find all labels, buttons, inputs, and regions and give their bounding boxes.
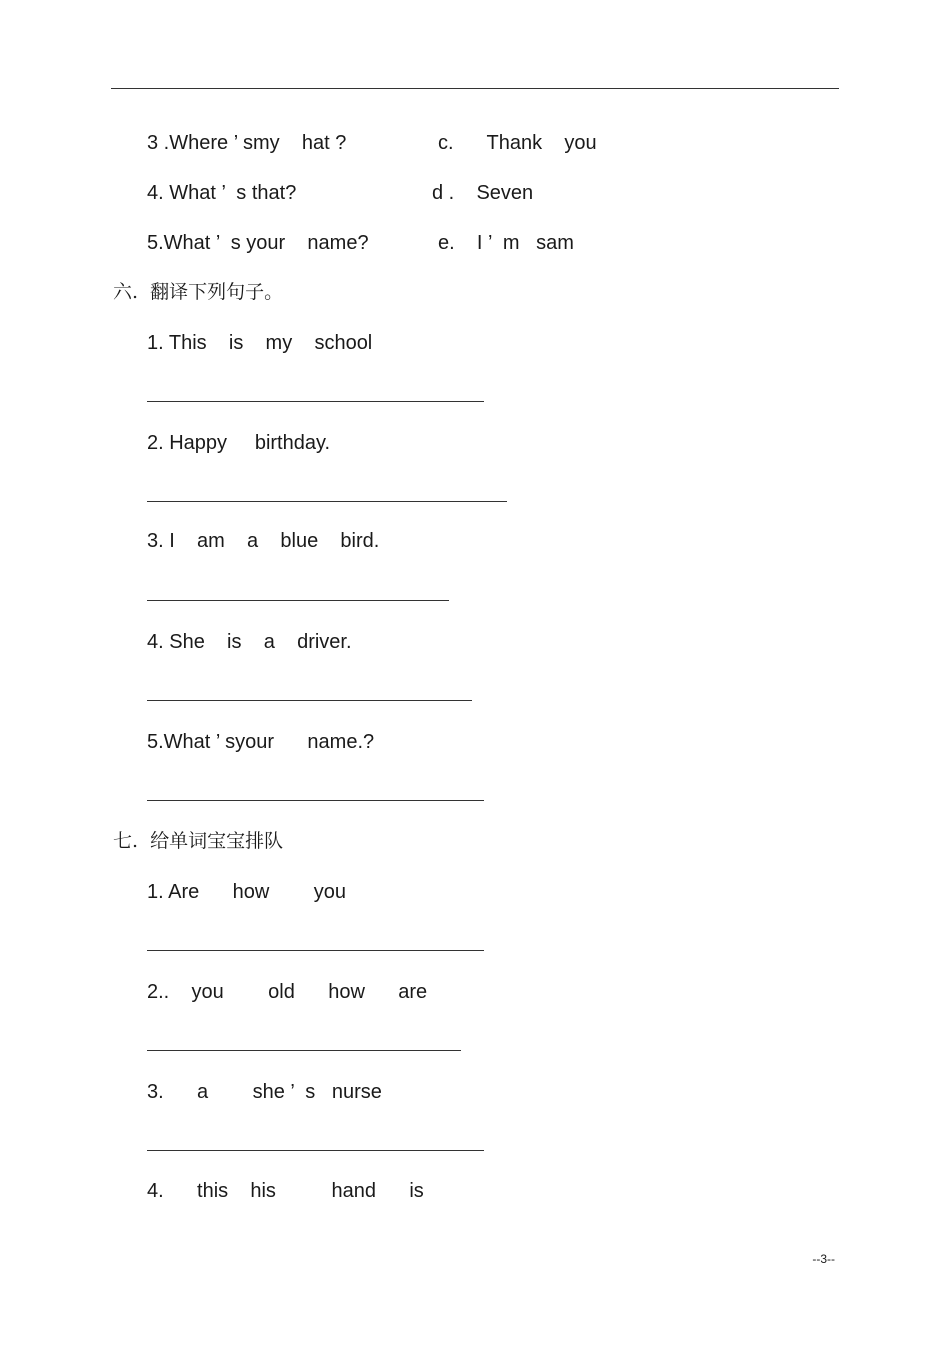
matching-question-4: 4. What ’ s that? xyxy=(147,182,297,204)
matching-answer-d: d . Seven xyxy=(432,182,534,204)
section-6-item-2: 2. Happy birthday. xyxy=(147,432,331,454)
answer-blank-6-5[interactable] xyxy=(147,800,484,801)
section-7-title: 七. 给单词宝宝排队 xyxy=(113,830,284,852)
section-7-item-2: 2.. you old how are xyxy=(147,981,428,1003)
page-number: --3-- xyxy=(812,1252,835,1266)
section-7-item-4: 4. this his hand is xyxy=(147,1180,424,1202)
answer-blank-6-3[interactable] xyxy=(147,600,449,601)
answer-blank-6-1[interactable] xyxy=(147,401,484,402)
section-6-item-4: 4. She is a driver. xyxy=(147,631,352,653)
section-6-title: 六. 翻译下列句子。 xyxy=(113,281,284,303)
section-7-item-3: 3. a she ’ s nurse xyxy=(147,1081,382,1103)
answer-blank-6-2[interactable] xyxy=(147,501,507,502)
answer-blank-7-2[interactable] xyxy=(147,1050,461,1051)
section-7-item-1: 1. Are how you xyxy=(147,881,346,903)
matching-answer-e: e. I ’ m sam xyxy=(438,232,574,254)
header-rule xyxy=(111,88,839,89)
section-6-item-3: 3. I am a blue bird. xyxy=(147,530,380,552)
section-6-item-5: 5.What ’ syour name.? xyxy=(147,731,375,753)
matching-question-3: 3 .Where ’ smy hat ? xyxy=(147,132,347,154)
answer-blank-7-3[interactable] xyxy=(147,1150,484,1151)
section-6-item-1: 1. This is my school xyxy=(147,332,373,354)
answer-blank-7-1[interactable] xyxy=(147,950,484,951)
matching-question-5: 5.What ’ s your name? xyxy=(147,232,369,254)
matching-answer-c: c. Thank you xyxy=(438,132,597,154)
answer-blank-6-4[interactable] xyxy=(147,700,472,701)
